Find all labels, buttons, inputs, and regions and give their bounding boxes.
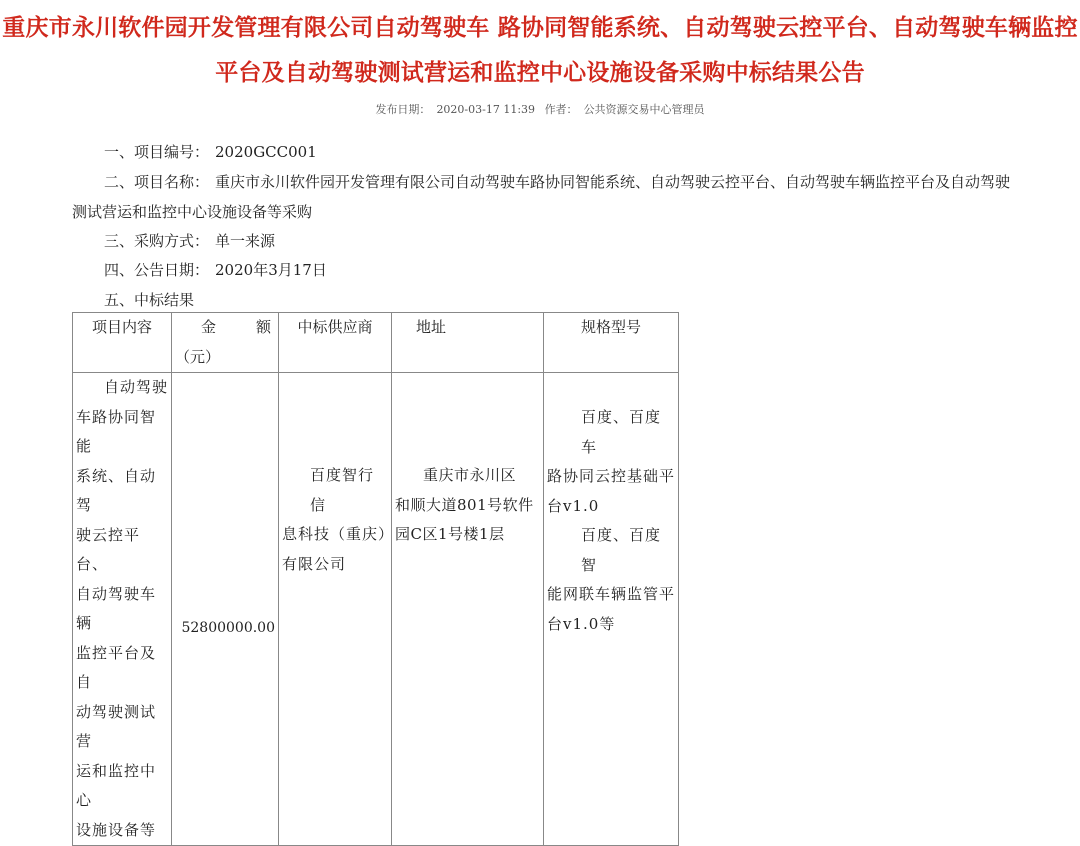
announcement-title-line-1: 重庆市永川软件园开发管理有限公司自动驾驶车 路协同智能系统、自动驾驶云控平台、自动驾驶车辆监控 [2,14,1078,41]
table-header-row [73,313,679,373]
item-text-line: 动驾驶测试营 [76,702,157,750]
spec-text-line: 百度、百度智 [581,526,662,574]
project-number-value: 2020GCC001 [215,143,317,161]
item-text-line: 系统、自动驾 [76,466,157,514]
cell-spec [544,373,679,846]
cell-address [392,373,544,846]
publish-date-label: 发布日期： [375,103,431,116]
header-address: 地址 [392,313,544,373]
bid-result-heading: 五、中标结果 [104,291,195,309]
project-name-continuation: 测试营运和监控中心设施设备等采购 [72,203,313,221]
spec-text-line: 能网联车辆监管平 [547,585,676,603]
item-text-line: 设施设备等 [76,820,157,839]
header-amount [172,313,279,373]
project-name-label: 二、项目名称： [104,173,210,191]
announce-date-label: 四、公告日期： [104,261,210,279]
cell-amount: 52800000.00 [172,373,279,846]
header-supplier: 中标供应商 [279,313,392,373]
cell-supplier [279,373,395,846]
header-item: 项目内容 [73,313,172,373]
procurement-method-line [104,230,275,251]
project-number-label: 一、项目编号： [104,143,210,161]
bid-result-table [72,312,679,846]
spec-text-line: 路协同云控基础平 [547,467,676,485]
author-label: 作者： [544,103,578,116]
author-name: 公共资源交易中心管理员 [583,103,705,116]
supplier-text-line: 百度智行信 [310,466,375,514]
item-text-line: 运和监控中心 [76,761,157,809]
supplier-text-line: 有限公司 [282,554,347,573]
header-spec: 规格型号 [544,313,679,373]
item-text-line: 自动驾驶 [104,378,169,396]
item-text-line: 自动驾驶车辆 [76,584,157,632]
supplier-text-line: 息科技（重庆） [282,525,395,543]
address-text-line: 和顺大道801号软件 [395,495,534,514]
address-text-line: 重庆市永川区 [423,466,517,484]
procurement-method-label: 三、采购方式： [104,232,210,250]
announce-date-value: 2020年3月17日 [215,261,327,279]
publish-date: 2020-03-17 11:39 [436,103,536,116]
header-amount-char2: 额 [255,318,271,336]
item-text-line: 车路协同智能 [76,407,157,455]
cell-item-content [73,373,172,846]
announce-date-line [104,259,327,280]
procurement-method-value: 单一来源 [215,232,276,250]
header-amount-char1: 金 [201,318,217,336]
spec-text-line: 台v1.0等 [547,614,616,633]
item-text-line: 监控平台及自 [76,643,157,691]
header-amount-unit: （元） [175,347,221,366]
project-name-value: 重庆市永川软件园开发管理有限公司自动驾驶车路协同智能系统、自动驾驶云控平台、自动驾驶车辆监控平台及自动驾驶 [215,173,1011,191]
spec-text-line: 百度、百度车 [581,408,662,456]
announcement-title-line-2: 平台及自动驾驶测试营运和监控中心设施设备采购中标结果公告 [215,59,865,86]
table-row [73,373,679,846]
publish-meta [0,101,1080,117]
address-text-line: 园C区1号楼1层 [395,525,505,543]
spec-text-line: 台v1.0 [547,496,600,515]
project-number-line [104,141,317,162]
item-text-line: 驶云控平台、 [76,525,141,573]
project-name-line [104,171,1010,192]
